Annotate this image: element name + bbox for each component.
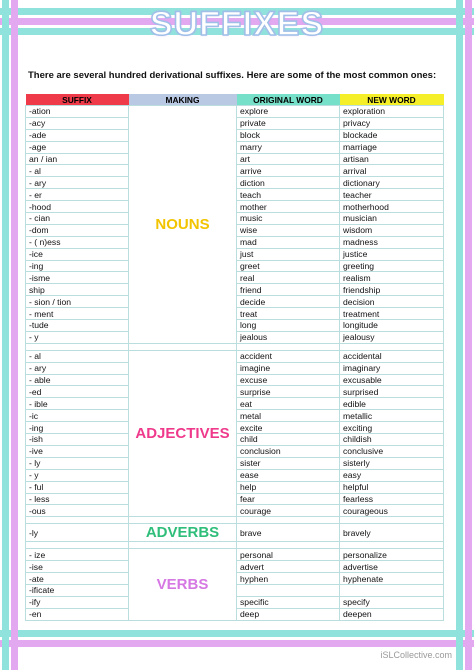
new-word-cell: blockade — [340, 129, 444, 141]
original-word-cell: sister — [237, 457, 340, 469]
suffix-cell: - er — [26, 189, 129, 201]
suffix-cell: -ise — [26, 561, 129, 573]
original-word-cell: teach — [237, 189, 340, 201]
new-word-cell: sisterly — [340, 457, 444, 469]
original-word-cell: arrive — [237, 165, 340, 177]
suffix-cell: -ice — [26, 248, 129, 260]
new-word-cell: madness — [340, 236, 444, 248]
original-word-cell: real — [237, 272, 340, 284]
suffix-cell: - y — [26, 331, 129, 343]
original-word-cell: ease — [237, 469, 340, 481]
new-word-cell: jealousy — [340, 331, 444, 343]
suffix-cell: - ary — [26, 177, 129, 189]
original-word-cell: child — [237, 434, 340, 446]
original-word-cell: metal — [237, 410, 340, 422]
suffix-cell: - sion / tion — [26, 296, 129, 308]
table-row — [26, 549, 444, 561]
original-word-cell: surprise — [237, 386, 340, 398]
original-word-cell: greet — [237, 260, 340, 272]
new-word-cell: helpful — [340, 481, 444, 493]
original-word-cell: explore — [237, 106, 340, 118]
header-new-word: NEW WORD — [340, 94, 444, 106]
original-word-cell: wise — [237, 224, 340, 236]
original-word-cell: jealous — [237, 331, 340, 343]
suffix-cell: -hood — [26, 201, 129, 213]
original-word-cell: hyphen — [237, 573, 340, 585]
original-word-cell: just — [237, 248, 340, 260]
bottom-stripe-2 — [0, 640, 474, 647]
suffix-cell: -ate — [26, 573, 129, 585]
new-word-cell: treatment — [340, 308, 444, 320]
new-word-cell: metallic — [340, 410, 444, 422]
new-word-cell: arrival — [340, 165, 444, 177]
suffix-cell: - ary — [26, 362, 129, 374]
suffix-cell: -ed — [26, 386, 129, 398]
original-word-cell: music — [237, 213, 340, 225]
new-word-cell: greeting — [340, 260, 444, 272]
suffix-cell: -ic — [26, 410, 129, 422]
header-suffix: SUFFIX — [26, 94, 129, 106]
original-word-cell: diction — [237, 177, 340, 189]
original-word-cell: specific — [237, 596, 340, 608]
category-label: ADJECTIVES — [129, 350, 237, 516]
original-word-cell: help — [237, 481, 340, 493]
suffix-cell: -isme — [26, 272, 129, 284]
footer-credit: iSLCollective.com — [380, 650, 452, 660]
original-word-cell: friend — [237, 284, 340, 296]
original-word-cell: decide — [237, 296, 340, 308]
new-word-cell: advertise — [340, 561, 444, 573]
suffix-cell: -ation — [26, 106, 129, 118]
new-word-cell: artisan — [340, 153, 444, 165]
new-word-cell: personalize — [340, 549, 444, 561]
page-title: SUFFIXES — [149, 5, 325, 43]
new-word-cell: edible — [340, 398, 444, 410]
original-word-cell: block — [237, 129, 340, 141]
original-word-cell: deep — [237, 608, 340, 620]
table-row — [26, 106, 444, 118]
original-word-cell: marry — [237, 141, 340, 153]
new-word-cell: exploration — [340, 106, 444, 118]
suffix-cell: -ing — [26, 260, 129, 272]
suffix-cell: - ible — [26, 398, 129, 410]
original-word-cell: long — [237, 320, 340, 332]
new-word-cell: deepen — [340, 608, 444, 620]
suffix-cell: ship — [26, 284, 129, 296]
new-word-cell: courageous — [340, 505, 444, 517]
original-word-cell: imagine — [237, 362, 340, 374]
suffix-cell: - cian — [26, 213, 129, 225]
new-word-cell: conclusive — [340, 445, 444, 457]
new-word-cell: wisdom — [340, 224, 444, 236]
suffix-cell: -ous — [26, 505, 129, 517]
original-word-cell: treat — [237, 308, 340, 320]
new-word-cell: longitude — [340, 320, 444, 332]
original-word-cell: personal — [237, 549, 340, 561]
group-gap-row — [26, 517, 444, 524]
original-word-cell: art — [237, 153, 340, 165]
new-word-cell — [340, 584, 444, 596]
suffix-cell: -dom — [26, 224, 129, 236]
suffix-cell: -ify — [26, 596, 129, 608]
original-word-cell: mother — [237, 201, 340, 213]
new-word-cell: hyphenate — [340, 573, 444, 585]
original-word-cell: accident — [237, 350, 340, 362]
suffix-cell: -ificate — [26, 584, 129, 596]
category-label: NOUNS — [129, 106, 237, 344]
new-word-cell: musician — [340, 213, 444, 225]
original-word-cell: mad — [237, 236, 340, 248]
new-word-cell: realism — [340, 272, 444, 284]
new-word-cell: accidental — [340, 350, 444, 362]
category-label: ADVERBS — [129, 524, 237, 542]
group-gap-row — [26, 343, 444, 350]
new-word-cell: childish — [340, 434, 444, 446]
suffix-cell: -ade — [26, 129, 129, 141]
suffix-cell: - y — [26, 469, 129, 481]
original-word-cell: brave — [237, 524, 340, 542]
original-word-cell: excuse — [237, 374, 340, 386]
suffix-cell: - ( n)ess — [26, 236, 129, 248]
suffix-cell: - ment — [26, 308, 129, 320]
suffix-cell: -age — [26, 141, 129, 153]
suffix-cell: an / ian — [26, 153, 129, 165]
original-word-cell — [237, 584, 340, 596]
left-stripe-2 — [11, 0, 18, 670]
new-word-cell: bravely — [340, 524, 444, 542]
new-word-cell: privacy — [340, 117, 444, 129]
original-word-cell: advert — [237, 561, 340, 573]
suffix-cell: - ly — [26, 457, 129, 469]
new-word-cell: surprised — [340, 386, 444, 398]
table-body — [26, 106, 444, 621]
suffix-cell: -ish — [26, 434, 129, 446]
suffix-cell: - ful — [26, 481, 129, 493]
bottom-stripe-1 — [0, 630, 474, 637]
group-gap-row — [26, 542, 444, 549]
new-word-cell: fearless — [340, 493, 444, 505]
new-word-cell: justice — [340, 248, 444, 260]
header-making: MAKING — [129, 94, 237, 106]
suffix-cell: - al — [26, 350, 129, 362]
right-stripe-1 — [456, 0, 463, 670]
new-word-cell: motherhood — [340, 201, 444, 213]
right-stripe-2 — [465, 0, 472, 670]
suffix-cell: - al — [26, 165, 129, 177]
new-word-cell: friendship — [340, 284, 444, 296]
suffix-cell: - able — [26, 374, 129, 386]
new-word-cell: imaginary — [340, 362, 444, 374]
new-word-cell: decision — [340, 296, 444, 308]
original-word-cell: excite — [237, 422, 340, 434]
new-word-cell: excusable — [340, 374, 444, 386]
suffix-cell: -tude — [26, 320, 129, 332]
table-row — [26, 524, 444, 542]
suffix-cell: -en — [26, 608, 129, 620]
table-header-row — [26, 94, 444, 106]
original-word-cell: eat — [237, 398, 340, 410]
category-label: VERBS — [129, 549, 237, 620]
original-word-cell: conclusion — [237, 445, 340, 457]
original-word-cell: courage — [237, 505, 340, 517]
intro-text: There are several hundred derivational suffixes. Here are some of the most common ones: — [28, 70, 437, 81]
original-word-cell: private — [237, 117, 340, 129]
table-row — [26, 350, 444, 362]
suffix-cell: -ly — [26, 524, 129, 542]
new-word-cell: marriage — [340, 141, 444, 153]
suffix-cell: -ing — [26, 422, 129, 434]
new-word-cell: exciting — [340, 422, 444, 434]
original-word-cell: fear — [237, 493, 340, 505]
suffix-cell: - ize — [26, 549, 129, 561]
header-original-word: ORIGINAL WORD — [237, 94, 340, 106]
left-stripe-1 — [2, 0, 9, 670]
suffix-cell: -ive — [26, 445, 129, 457]
suffix-cell: - less — [26, 493, 129, 505]
suffix-table — [25, 94, 444, 621]
new-word-cell: dictionary — [340, 177, 444, 189]
new-word-cell: easy — [340, 469, 444, 481]
suffix-cell: -acy — [26, 117, 129, 129]
new-word-cell: teacher — [340, 189, 444, 201]
new-word-cell: specify — [340, 596, 444, 608]
